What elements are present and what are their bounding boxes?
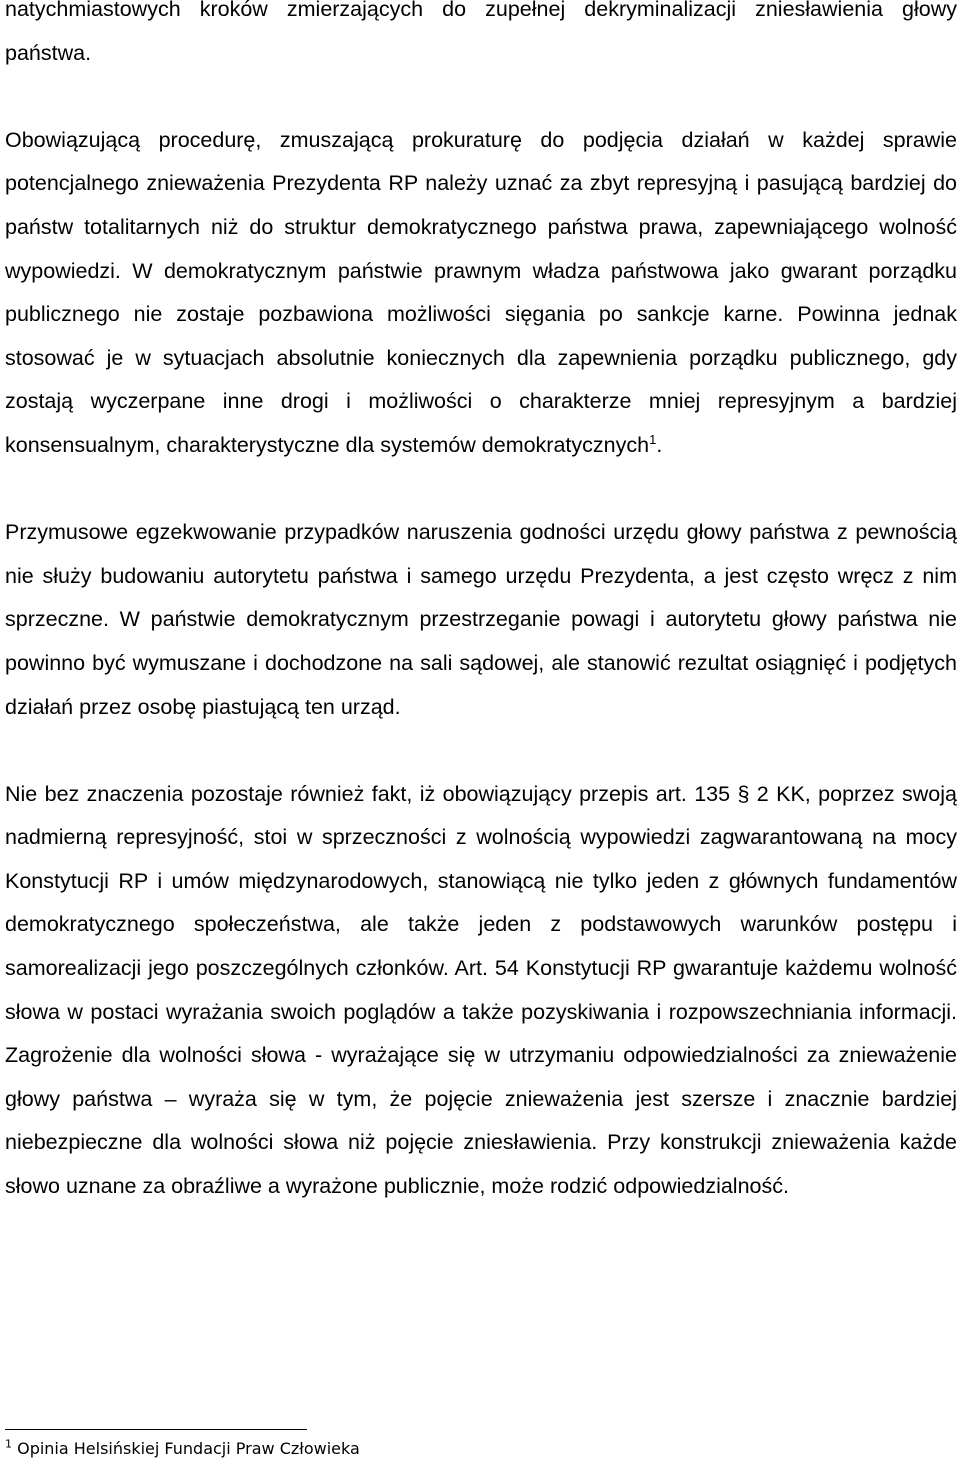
document-body [5, 0, 957, 1209]
paragraph-text: natychmiastowych kroków zmierzających do zupełnej dekryminalizacji zniesławienia głowy państwa. [5, 0, 957, 65]
paragraph-continuation [5, 0, 957, 75]
paragraph-text: 2 KK, poprzez swoją nadmierną represyjność, stoi w sprzeczności z wolnością wypowiedzi zagwarantowaną na mocy Konstytucji RP i umów międzynarodowych, stanowiącą nie tylko jeden z głównych fundamentów demokratycznego społeczeństwa, ale także jeden z podstawowych warunków postępu i samorealizacji jego poszczególnych członków. Art. 54 Konstytucji RP gwarantuje każdemu wolność słowa w postaci wyrażania swoich poglądów a także pozyskiwania i rozpowszechniania informacji. Zagrożenie dla wolności słowa - wyrażające się w utrzymaniu odpowiedzialności za znieważenie głowy państwa – wyraża się w tym, że pojęcie znieważenia jest szersze i znacznie bardziej niebezpieczne dla wolności słowa niż pojęcie zniesławienia. Przy konstrukcji znieważenia każde słowo uznane za obraźliwe a wyrażone publicznie, może rodzić odpowiedzialność. [5, 781, 957, 1199]
footnote-number: 1 [5, 1437, 12, 1451]
section-sign: § [737, 781, 750, 806]
footnote-separator [5, 1429, 307, 1430]
footnote-reference[interactable]: 1 [649, 431, 657, 447]
paragraph-enforcement [5, 511, 957, 729]
paragraph-text-before-section: Nie bez znaczenia pozostaje również fakt, iż obowiązujący przepis art. 135 [5, 781, 731, 806]
footnote-text: Opinia Helsińskiej Fundacji Praw Człowieka [17, 1439, 360, 1458]
paragraph-article-135 [5, 773, 957, 1209]
paragraph-tail: . [656, 432, 663, 457]
paragraph-text: Przymusowe egzekwowanie przypadków naruszenia godności urzędu głowy państwa z pewnością nie służy budowaniu autorytetu państwa i samego urzędu Prezydenta, a jest często wręcz z nim sprzeczne. W państwie demokratycznym przestrzeganie powagi i autorytetu głowy państwa nie powinno być wymuszane i dochodzone na sali sądowej, ale stanowić rezultat osiągnięć i podjętych działań przez osobę piastującą ten urząd. [5, 520, 957, 719]
paragraph-procedure [5, 119, 957, 468]
footnote [5, 1437, 360, 1461]
paragraph-text: Obowiązującą procedurę, zmuszającą prokuraturę do podjęcia działań w każdej sprawie potencjalnego znieważenia Prezydenta RP należy uznać za zbyt represyjną i pasującą bardziej do państw totalitarnych niż do struktur demokratycznego państwa prawa, zapewniającego wolność wypowiedzi. W demokratycznym państwie prawnym władza państwowa jako gwarant porządku publicznego nie zostaje pozbawiona możliwości sięgania po sankcje karne. Powinna jednak stosować je w sytuacjach absolutnie koniecznych dla zapewnienia porządku publicznego, gdy zostają wyczerpane inne drogi i możliwości o charakterze mniej represyjnym a bardziej konsensualnym, charakterystyczne dla systemów demokratycznych [5, 127, 957, 457]
